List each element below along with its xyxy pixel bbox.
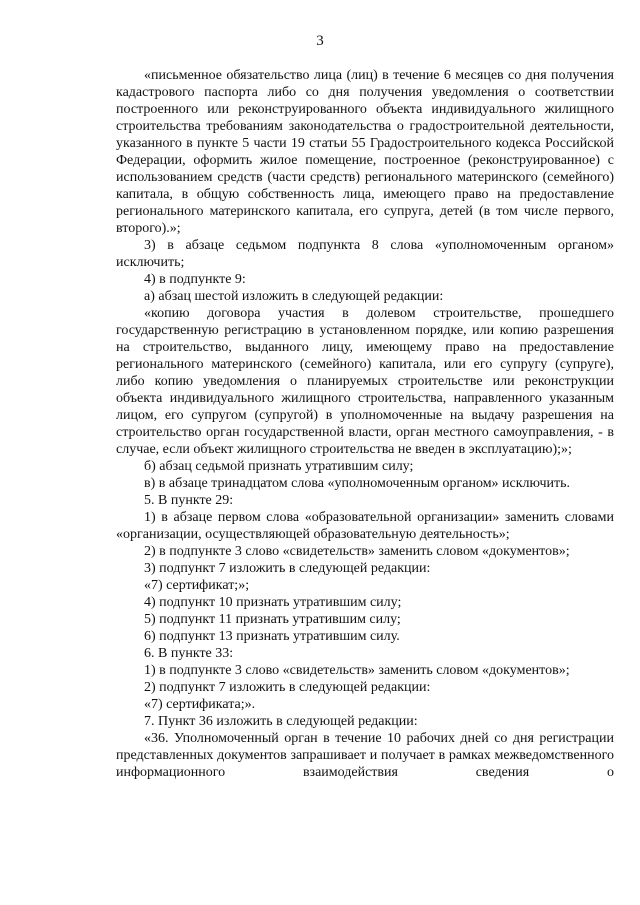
document-body [116, 67, 614, 781]
paragraph-item-3: 3) в абзаце седьмом подпункта 8 слова «уполномоченным органом» исключить; [116, 238, 614, 270]
paragraph-point-5-5: 5) подпункт 11 признать утратившим силу; [144, 612, 401, 627]
paragraph-item-4a: а) абзац шестой изложить в следующей редакции: [144, 289, 444, 304]
paragraph-point-36-text: «36. Уполномоченный орган в течение 10 рабочих дней со дня регистрации представленных документов запрашивает и получает в рамках межведомственного информационного взаимодействия сведения о [116, 731, 614, 780]
paragraph-point-5-3: 3) подпункт 7 изложить в следующей редакции: [144, 561, 431, 576]
paragraph-point-6-2-text: «7) сертификата;». [144, 697, 256, 712]
paragraph-contract-copy: «копию договора участия в долевом строительстве, прошедшего государственную регистрацию в установленном порядке, или копию разрешения на строительство, выданного лицу, имеющему право на предоставление регионального материнского (семейного) капитала, или его супругу (супруге), либо копию уведомления о планируемых строительстве или реконструкции объекта индивидуального жилищного строительства, направленного указанным лицом, его супругом (супругой) в уполномоченные на выдачу разрешения на строительство орган государственной власти, орган местного самоуправления, - в случае, если объект жилищного строительства не введен в эксплуатацию);»; [116, 306, 614, 457]
paragraph-point-6-2: 2) подпункт 7 изложить в следующей редакции: [144, 680, 431, 695]
page-number: 3 [316, 33, 324, 49]
paragraph-point-6-1: 1) в подпункте 3 слово «свидетельств» заменить словом «документов»; [144, 663, 570, 678]
paragraph-point-5-4: 4) подпункт 10 признать утратившим силу; [144, 595, 402, 610]
paragraph-item-4b: б) абзац седьмой признать утратившим силу; [144, 459, 414, 474]
paragraph-point-7: 7. Пункт 36 изложить в следующей редакции: [144, 714, 418, 729]
paragraph-point-5-3-text: «7) сертификат;»; [144, 578, 250, 593]
paragraph-item-4: 4) в подпункте 9: [144, 272, 246, 287]
paragraph-point-5-6: 6) подпункт 13 признать утратившим силу. [144, 629, 400, 644]
paragraph-point-5-1: 1) в абзаце первом слова «образовательной организации» заменить словами «организации, осуществляющей образовательную деятельность»; [116, 510, 614, 542]
paragraph-point-5-2: 2) в подпункте 3 слово «свидетельств» заменить словом «документов»; [144, 544, 570, 559]
paragraph-point-5: 5. В пункте 29: [144, 493, 234, 508]
paragraph-certificate-obligation: «письменное обязательство лица (лиц) в течение 6 месяцев со дня получения кадастрового паспорта либо со дня получения уведомления о соответствии построенного или реконструированного объекта индивидуального жилищного строительства требованиям законодательства о градостроительной деятельности, указанного в пункте 5 части 19 статьи 55 Градостроительного кодекса Российской Федерации, оформить жилое помещение, построенное (реконструированное) с использованием средств (части средств) регионального материнского (семейного) капитала, в общую собственность лица, имеющего право на предоставление регионального материнского капитала, его супруга, детей (в том числе первого, второго).»; [116, 68, 614, 236]
paragraph-item-4v: в) в абзаце тринадцатом слова «уполномоченным органом» исключить. [144, 476, 571, 491]
paragraph-point-6: 6. В пункте 33: [144, 646, 234, 661]
